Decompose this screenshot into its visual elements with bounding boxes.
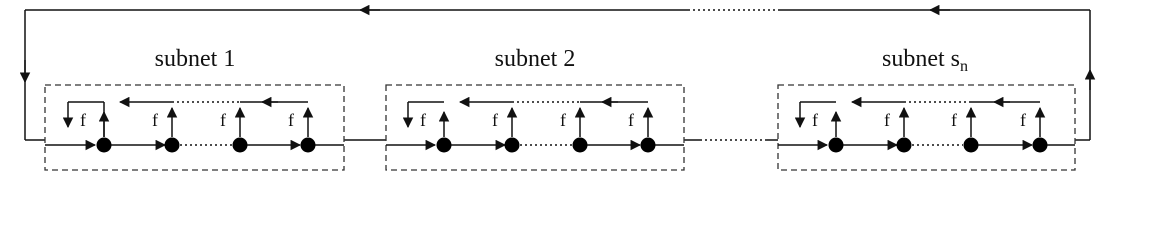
f-label: f (1020, 110, 1026, 130)
f-label: f (628, 110, 634, 130)
subnet-2 (386, 46, 684, 170)
node (505, 138, 520, 153)
f-label: f (884, 110, 890, 130)
node (437, 138, 452, 153)
subnet-2-box (386, 85, 684, 170)
node (641, 138, 656, 153)
f-label: f (420, 110, 426, 130)
node (829, 138, 844, 153)
node (964, 138, 979, 153)
node (165, 138, 180, 153)
node (897, 138, 912, 153)
subnet-sn-box (778, 85, 1075, 170)
f-label: f (951, 110, 957, 130)
f-label: f (220, 110, 226, 130)
node (97, 138, 112, 153)
outer-feedback-loop (25, 10, 1090, 140)
subnet-2-title: subnet 2 (494, 46, 576, 72)
f-label: f (152, 110, 158, 130)
f-label: f (288, 110, 294, 130)
subnet-1 (45, 46, 344, 170)
subnet-sn-subscript: n (960, 58, 968, 75)
node (233, 138, 248, 153)
subnet-sn (778, 46, 1075, 170)
f-label: f (560, 110, 566, 130)
subnet-1-box (45, 85, 344, 170)
subnet-1-title: subnet 1 (154, 46, 236, 72)
node (573, 138, 588, 153)
subnet-sn-title: subnet $s_n$ (882, 46, 968, 75)
node (1033, 138, 1048, 153)
node (301, 138, 316, 153)
f-label: f (812, 110, 818, 130)
f-label: f (492, 110, 498, 130)
f-label: f (80, 110, 86, 130)
